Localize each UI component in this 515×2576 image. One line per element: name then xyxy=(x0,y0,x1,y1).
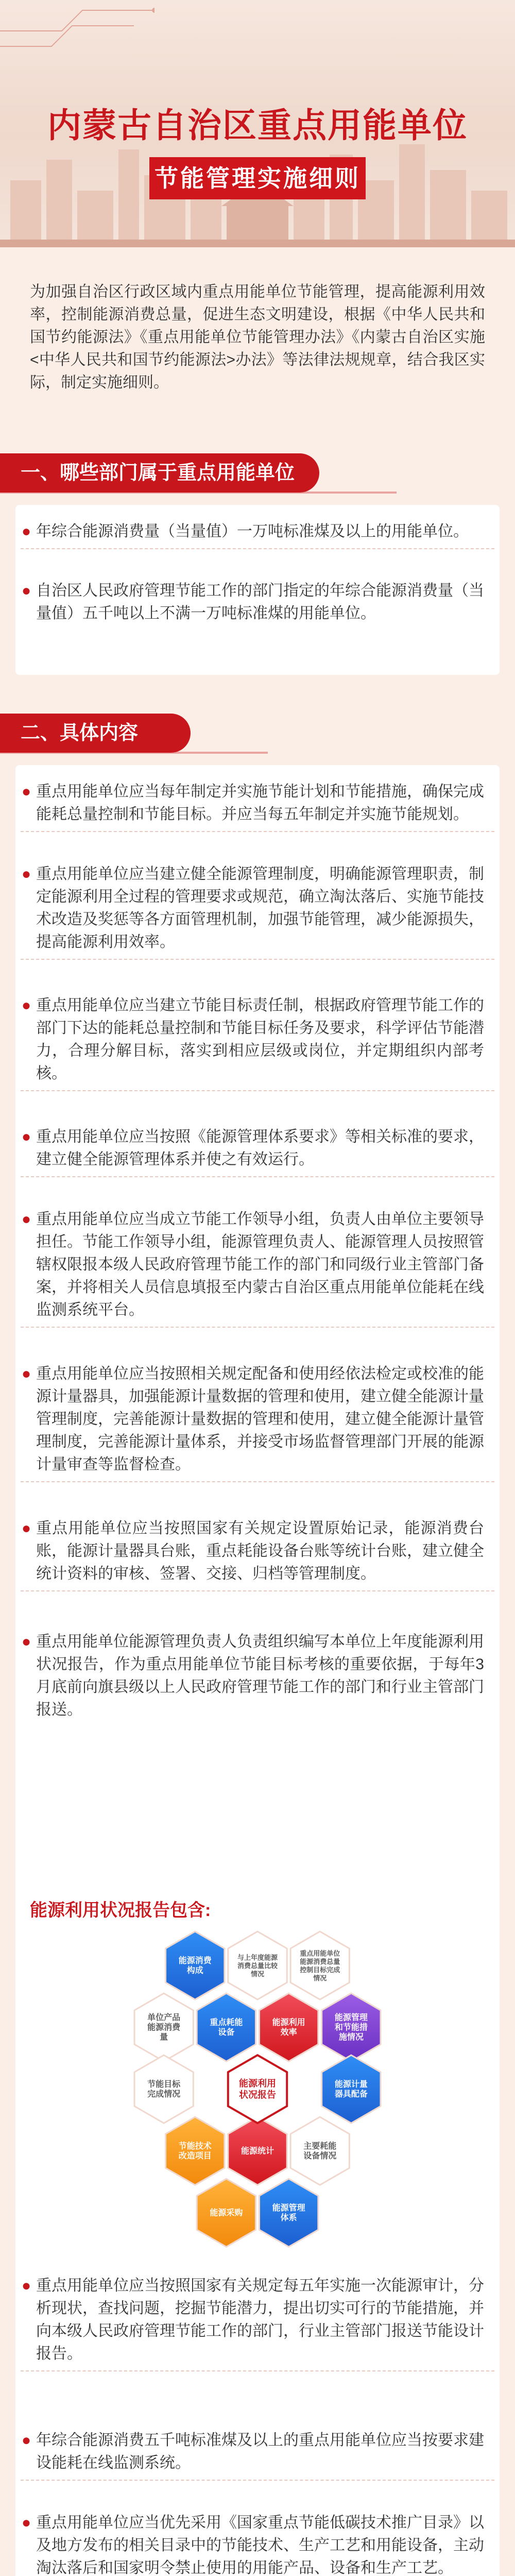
section-2-card xyxy=(15,765,500,2576)
list-item: ● 自治区人民政府管理节能工作的部门指定的年综合能源消费量（当量值）五千吨以上不满一万吨标准煤的用能单位。 xyxy=(36,580,484,625)
bullet-icon: ● xyxy=(22,1211,31,1228)
list-item: ● 重点用能单位应当按照国家有关规定设置原始记录，能源消费台账，能源计量器具台账，重点耗能设备台账等统计台账，建立健全统计资料的审核、签署、交接、归档等管理制度。 xyxy=(36,1517,484,1585)
report-hexagon xyxy=(322,2055,381,2123)
bullet-icon: ● xyxy=(22,523,31,540)
bullet-icon: ● xyxy=(22,582,31,599)
bullet-icon: ● xyxy=(22,2432,31,2449)
list-item: ● 重点用能单位能源管理负责人负责组织编写本单位上年度能源利用状况报告，作为重点用能单位节能目标考核的重要依据，于每年3月底前向旗县级以上人民政府管理节能工作的部门和行业主管部门报送。 xyxy=(36,1631,484,1721)
bullet-icon: ● xyxy=(22,783,31,800)
decorative-lines xyxy=(0,0,154,93)
bullet-icon: ● xyxy=(22,1128,31,1145)
report-hexagon-diagram xyxy=(113,1924,402,2254)
bullet-icon: ● xyxy=(22,866,31,883)
report-hexagon-label: 能源管理和节能措施情况 xyxy=(334,2013,368,2042)
list-item: ● 重点用能单位应当按照《能源管理体系要求》等相关标准的要求，建立健全能源管理体系并使之有效运行。 xyxy=(36,1126,484,1171)
report-hexagon-label: 节能目标完成情况 xyxy=(147,2080,181,2099)
list-item: ● 年综合能源消费五千吨标准煤及以上的重点用能单位应当按要求建设能耗在线监测系统。 xyxy=(36,2429,484,2475)
section-2-heading: 二、具体内容 xyxy=(0,714,191,753)
report-hexagon-label: 主要耗能设备情况 xyxy=(303,2142,337,2161)
bullet-icon: ● xyxy=(22,1365,31,1382)
bullet-icon: ● xyxy=(22,2514,31,2531)
report-title: 能源利用状况报告包含: xyxy=(30,1901,211,1920)
bullet-icon: ● xyxy=(22,1520,31,1537)
report-hexagon-label: 能源管理体系 xyxy=(272,2204,305,2223)
report-hexagon-label: 与上年度能源消费总量比较情况 xyxy=(237,1954,278,1978)
report-hexagon-label: 重点耗能设备 xyxy=(210,2018,243,2037)
report-center-hexagon xyxy=(228,2055,287,2123)
bullet-icon: ● xyxy=(22,1633,31,1650)
page-title: 内蒙古自治区重点用能单位 xyxy=(47,106,468,144)
list-item: ● 重点用能单位应当按照国家有关规定每五年实施一次能源审计，分析现状，查找问题，挖掘节能潜力，提出切实可行的节能措施，并向本级人民政府管理节能工作的部门，行业主管部门报送节能设计报告。 xyxy=(36,2275,484,2365)
list-item: ● 重点用能单位应当成立节能工作领导小组，负责人由单位主要领导担任。节能工作领导小组，能源管理负责人、能源管理人员按照管辖权限报本级人民政府管理节能工作的部门和同级行业主管部门备案，并将相关人员信息填报至内蒙古自治区重点用能单位能耗在线监测系统平台。 xyxy=(36,1208,484,1321)
bullet-icon: ● xyxy=(22,2277,31,2294)
report-hexagon xyxy=(166,1931,225,1999)
section-1-heading: 一、哪些部门属于重点用能单位 xyxy=(0,453,319,493)
list-item: ● 年综合能源消费量（当量值）一万吨标准煤及以上的用能单位。 xyxy=(36,520,484,543)
header-banner xyxy=(0,0,515,247)
list-item: ● 重点用能单位应当按照相关规定配备和使用经依法检定或校准的能源计量器具，加强能源计量数据的管理和使用，建立健全能源计量管理制度，完善能源计量数据的管理和使用，建立健全能源计量管理制度，完善能源计量体系，并接受市场监督管理部门开展的能源计量审查等监督检查。 xyxy=(36,1363,484,1476)
report-hexagon-label: 能源统计 xyxy=(241,2147,274,2156)
intro-paragraph: 为加强自治区行政区域内重点用能单位节能管理，提高能源利用效率，控制能源消费总量，促进生态文明建设，根据《中华人民共和国节约能源法》《重点用能单位节能管理办法》《内蒙古自治区实施<中华人民共和国节约能源法>办法》等法律法规规章，结合我区实际，制定实施细则。 xyxy=(30,283,485,391)
report-hexagon-label: 能源计量器具配备 xyxy=(334,2080,368,2099)
list-item: ● 重点用能单位应当每年制定并实施节能计划和节能措施，确保完成能耗总量控制和节能目标。并应当每五年制定并实施节能规划。 xyxy=(36,781,484,826)
report-center-label: 能源利用状况报告 xyxy=(239,2078,276,2100)
report-hexagon xyxy=(166,2117,225,2185)
list-item: ● 重点用能单位应当优先采用《国家重点节能低碳技术推广目录》以及地方发布的相关目录中的节能技术、生产工艺和用能设备，主动淘汰落后和国家明令禁止使用的用能产品、设备和生产工艺。 xyxy=(36,2512,484,2576)
bullet-icon: ● xyxy=(22,997,31,1014)
report-hexagon-label: 能源利用效率 xyxy=(272,2018,305,2037)
list-item: ● 重点用能单位应当建立健全能源管理制度，明确能源管理职责，制定能源利用全过程的管理要求或规范，确立淘汰落后、实施节能技术改造及奖惩等各方面管理机制，加强节能管理，减少能源损失，提高能源利用效率。 xyxy=(36,863,484,954)
report-hexagon-label: 能源消费构成 xyxy=(178,1956,212,1975)
report-hexagon xyxy=(260,1993,318,2061)
report-hexagon xyxy=(290,2117,349,2185)
section-1-card xyxy=(15,505,500,675)
report-hexagon-label: 单位产品能源消费量 xyxy=(147,2013,181,2042)
report-hexagon xyxy=(134,2055,193,2123)
report-hexagon xyxy=(290,1931,349,1999)
report-hexagon-label: 能源采购 xyxy=(210,2209,243,2217)
report-hexagon xyxy=(260,2179,318,2247)
report-hexagon-label: 重点用能单位能源消费总量控制目标完成情况 xyxy=(300,1950,340,1982)
report-hexagon xyxy=(197,1993,255,2061)
page-subtitle: 节能管理实施细则 xyxy=(149,157,366,199)
list-item: ● 重点用能单位应当建立节能目标责任制，根据政府管理节能工作的部门下达的能耗总量控制和节能目标任务及要求，科学评估节能潜力，合理分解目标，落实到相应层级或岗位，并定期组织内部考核。 xyxy=(36,994,484,1085)
report-hexagon-label: 节能技术改造项目 xyxy=(178,2142,212,2161)
